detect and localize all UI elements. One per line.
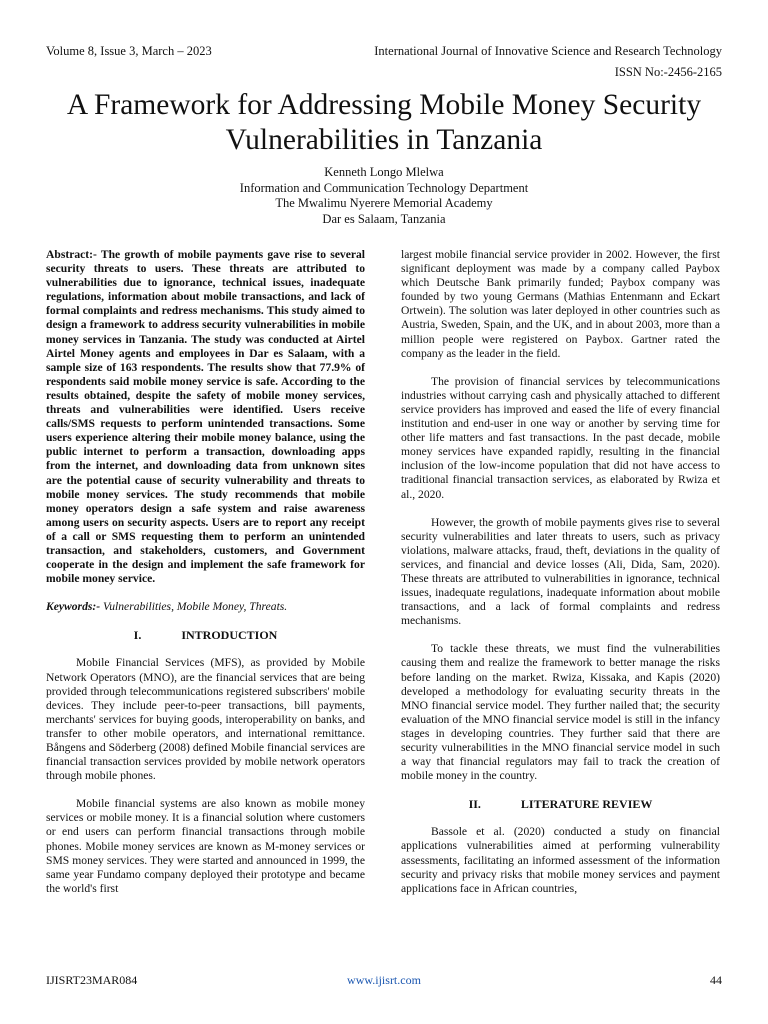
left-column — [46, 248, 365, 910]
author-institution: The Mwalimu Nyerere Memorial Academy — [275, 196, 493, 210]
header-journal: International Journal of Innovative Science and Research Technology — [374, 44, 722, 58]
header-volume: Volume 8, Issue 3, March – 2023 — [46, 44, 212, 58]
section-number: II. — [468, 797, 481, 812]
section-title: LITERATURE REVIEW — [520, 797, 653, 812]
author-block — [0, 165, 768, 227]
paragraph: largest mobile financial service provider in 2002. However, the first significant deployment was made by a company called Paybox which Deutsche Bank primarily funded; Paybox company was founded by two young Germans (Mathias Entenmann and Eckart Ortwein). The solution was later deployed in other countries such as Austria, Sweden, Spain, and the UK, and in about 2003, more than a million people were registered on Paybox. Gartner rated the company as the leader in the field. — [401, 248, 720, 360]
paragraph: To tackle these threats, we must find the vulnerabilities causing them and realize the framework to better manage the risks before landing on the market. Rwiza, Kissaka, and Kapis (2020) developed a methodology for evaluating security threats in the MNO financial service model. They further nailed that; the security evaluation of the MNO financial service model is still in the infancy stages in developing countries. They further said that there are security vulnerabilities in the MNO financial service model in such a way that financial regulators may fail to track the creation of mobile money in the country. — [401, 642, 720, 783]
footer-paper-id: IJISRT23MAR084 — [46, 973, 138, 987]
header-issn: ISSN No:-2456-2165 — [614, 65, 722, 79]
section-title: INTRODUCTION — [181, 628, 278, 643]
author-department: Information and Communication Technology Department — [239, 180, 529, 195]
paragraph: However, the growth of mobile payments gives rise to several security vulnerabilities and later threats to users, such as privacy violations, malware attacks, fraud, theft, deviations in the quality of services, and financial and device losses (Ali, Dida, Sam, 2020). These threats are attributed to vulnerabilities in ignorance, technical issues, inadequate regulations, inadequate information about mobile transactions, and a lack of formal complaints and redress mechanisms. — [401, 515, 720, 628]
keywords-text: Vulnerabilities, Mobile Money, Threats. — [103, 600, 288, 614]
keywords-label: Keywords:- — [46, 600, 101, 614]
abstract: Abstract:- The growth of mobile payments gave rise to several security threats to users. These threats are attributed to vulnerabilities due to ignorance, technical issues, inadequate regulations, information about mobile transactions, and lack of formal complaints and redress mechanisms. This study aimed to design a framework to address security vulnerabilities in mobile money services in Tanzania. The study was conducted at Airtel Airtel Money agents and employees in Dar es Salaam, with a sample size of 163 respondents. The results show that 77.9% of respondents said mobile money service is safe. According to the results obtained, despite the safety of mobile money services, threats and vulnerabilities were identified. Users receive calls/SMS requests to perform unintended transactions. Some users experience altering their mobile money balance, using the public internet to perform a transaction, downloading apps from the internet, and downloading data from unknown sites are the potential cause of security vulnerability and threats to mobile money services. The study recommends that mobile money operators design a safe system and raise awareness among users on security aspects. Users are to report any receipt of a call or SMS requesting them to perform an unintended transaction, and stakeholders, customers, and Government cooperate in the design and implement the safe framework for mobile money service. — [46, 248, 365, 586]
paragraph: Mobile Financial Services (MFS), as provided by Mobile Network Operators (MNO), are the financial services that are being provided through telecommunications registered subscribers' mobile devices. They include peer-to-peer transactions, bill payments, merchants' services for buying goods, interoperability on banks, and transfer to other mobile operators, and international remittance. Bångens and Söderberg (2008) defined Mobile financial services are financial transaction services provided by mobile network operators through mobile phones. — [46, 656, 365, 783]
author-location: Dar es Salaam, Tanzania — [322, 211, 446, 226]
section-heading-literature-review — [401, 797, 720, 811]
paragraph: Bassole et al. (2020) conducted a study on financial applications vulnerabilities aimed at performing vulnerability assessments, facilitating an informed assessment of the information security and privacy risks that mobile money services and payment applications face in African countries, — [401, 825, 720, 895]
paper-title: A Framework for Addressing Mobile Money Security Vulnerabilities in Tanzania — [66, 89, 702, 156]
footer-page-number: 44 — [710, 973, 722, 987]
keywords — [46, 600, 365, 614]
section-heading-introduction — [46, 628, 365, 642]
footer-website-link[interactable]: www.ijisrt.com — [347, 973, 421, 987]
right-column — [401, 248, 720, 910]
paragraph: Mobile financial systems are also known as mobile money services or mobile money. It is a financial solution where customers or end users can perform financial transactions through mobile phones. Mobile money services are known as M-money services or SMS money services. They were started and announced in 1999, the same year Fundamo company deployed their prototype and became the world's first — [46, 797, 365, 895]
section-number: I. — [133, 628, 142, 643]
paragraph: The provision of financial services by telecommunications industries without carrying cash and physically attached to different service providers has improved and eased the life of every financial institution and end-user in one way or another by serving time for other life matters and fast transactions. In the past decade, mobile money services have expanded rapidly, resulting in the financial inclusion of the low-income population that did not have access to traditional financial transaction services, as elaborated by Rwiza et al., 2020. — [401, 374, 720, 501]
author-name: Kenneth Longo Mlelwa — [324, 165, 444, 179]
